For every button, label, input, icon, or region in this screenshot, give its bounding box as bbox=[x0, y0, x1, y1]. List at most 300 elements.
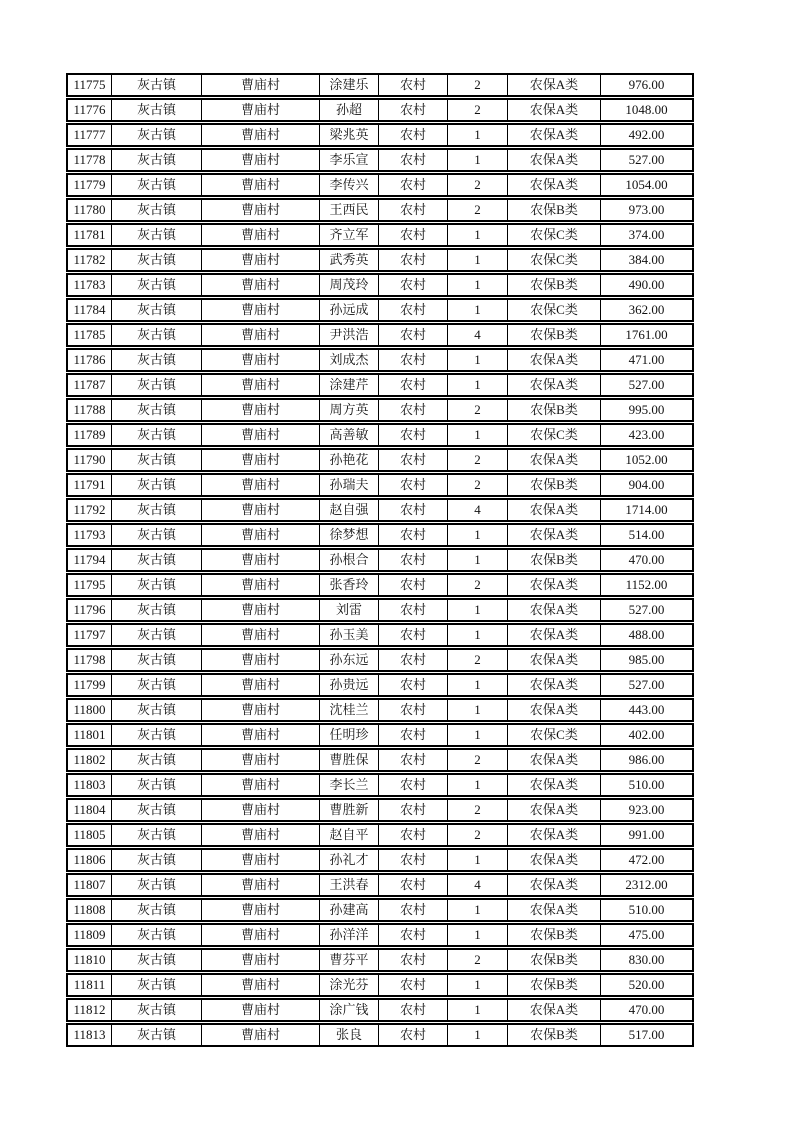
cell-serial-number: 11808 bbox=[68, 900, 112, 920]
cell-village: 曹庙村 bbox=[202, 750, 320, 770]
cell-insurance-class: 农保B类 bbox=[508, 925, 601, 945]
cell-person-name: 刘雷 bbox=[320, 600, 379, 620]
cell-insurance-class: 农保A类 bbox=[508, 675, 601, 695]
cell-town: 灰古镇 bbox=[112, 650, 202, 670]
cell-serial-number: 11789 bbox=[68, 425, 112, 445]
cell-person-name: 赵自强 bbox=[320, 500, 379, 520]
cell-person-name: 齐立军 bbox=[320, 225, 379, 245]
cell-person-name: 孙贵远 bbox=[320, 675, 379, 695]
cell-village: 曹庙村 bbox=[202, 425, 320, 445]
table-row bbox=[66, 648, 694, 672]
cell-person-name: 曹胜保 bbox=[320, 750, 379, 770]
table-row bbox=[66, 323, 694, 347]
cell-town: 灰古镇 bbox=[112, 475, 202, 495]
cell-village: 曹庙村 bbox=[202, 1000, 320, 1020]
cell-town: 灰古镇 bbox=[112, 700, 202, 720]
cell-category: 农村 bbox=[379, 200, 448, 220]
cell-category: 农村 bbox=[379, 100, 448, 120]
cell-town: 灰古镇 bbox=[112, 275, 202, 295]
cell-serial-number: 11806 bbox=[68, 850, 112, 870]
table-row bbox=[66, 373, 694, 397]
cell-village: 曹庙村 bbox=[202, 275, 320, 295]
cell-person-count: 2 bbox=[448, 575, 508, 595]
cell-village: 曹庙村 bbox=[202, 100, 320, 120]
cell-category: 农村 bbox=[379, 275, 448, 295]
cell-insurance-class: 农保A类 bbox=[508, 175, 601, 195]
cell-serial-number: 11782 bbox=[68, 250, 112, 270]
cell-insurance-class: 农保C类 bbox=[508, 725, 601, 745]
cell-amount: 510.00 bbox=[628, 777, 665, 792]
cell-village: 曹庙村 bbox=[202, 950, 320, 970]
cell-town: 灰古镇 bbox=[112, 625, 202, 645]
cell-insurance-class: 农保A类 bbox=[508, 125, 601, 145]
table-row bbox=[66, 73, 694, 97]
cell-serial-number: 11811 bbox=[68, 975, 112, 995]
cell-serial-number: 11784 bbox=[68, 300, 112, 320]
cell-town: 灰古镇 bbox=[112, 825, 202, 845]
cell-person-name: 李乐宣 bbox=[320, 150, 379, 170]
cell-category: 农村 bbox=[379, 875, 448, 895]
cell-insurance-class: 农保A类 bbox=[508, 825, 601, 845]
cell-town: 灰古镇 bbox=[112, 250, 202, 270]
cell-amount: 472.00 bbox=[628, 852, 665, 867]
cell-category: 农村 bbox=[379, 350, 448, 370]
cell-serial-number: 11807 bbox=[68, 875, 112, 895]
cell-insurance-class: 农保C类 bbox=[508, 425, 601, 445]
cell-serial-number: 11791 bbox=[68, 475, 112, 495]
cell-person-name: 赵自平 bbox=[320, 825, 379, 845]
cell-serial-number: 11793 bbox=[68, 525, 112, 545]
cell-amount: 362.00 bbox=[628, 302, 665, 317]
cell-serial-number: 11781 bbox=[68, 225, 112, 245]
cell-category: 农村 bbox=[379, 525, 448, 545]
cell-insurance-class: 农保A类 bbox=[508, 800, 601, 820]
cell-person-count: 1 bbox=[448, 225, 508, 245]
cell-person-count: 1 bbox=[448, 275, 508, 295]
cell-person-name: 涂广钱 bbox=[320, 1000, 379, 1020]
cell-village: 曹庙村 bbox=[202, 200, 320, 220]
cell-insurance-class: 农保A类 bbox=[508, 575, 601, 595]
cell-person-name: 孙玉美 bbox=[320, 625, 379, 645]
cell-town: 灰古镇 bbox=[112, 600, 202, 620]
cell-insurance-class: 农保B类 bbox=[508, 975, 601, 995]
cell-amount: 1052.00 bbox=[625, 452, 668, 467]
cell-serial-number: 11795 bbox=[68, 575, 112, 595]
table-row bbox=[66, 948, 694, 972]
cell-person-count: 1 bbox=[448, 425, 508, 445]
cell-serial-number: 11792 bbox=[68, 500, 112, 520]
cell-village: 曹庙村 bbox=[202, 600, 320, 620]
cell-village: 曹庙村 bbox=[202, 225, 320, 245]
cell-amount: 520.00 bbox=[628, 977, 665, 992]
cell-amount: 384.00 bbox=[628, 252, 665, 267]
cell-person-count: 1 bbox=[448, 1025, 508, 1045]
cell-serial-number: 11802 bbox=[68, 750, 112, 770]
cell-category: 农村 bbox=[379, 550, 448, 570]
cell-category: 农村 bbox=[379, 125, 448, 145]
cell-village: 曹庙村 bbox=[202, 900, 320, 920]
table-row bbox=[66, 798, 694, 822]
cell-insurance-class: 农保A类 bbox=[508, 500, 601, 520]
table-row bbox=[66, 773, 694, 797]
cell-serial-number: 11803 bbox=[68, 775, 112, 795]
cell-person-count: 2 bbox=[448, 400, 508, 420]
table-row bbox=[66, 698, 694, 722]
cell-category: 农村 bbox=[379, 950, 448, 970]
cell-insurance-class: 农保B类 bbox=[508, 325, 601, 345]
cell-category: 农村 bbox=[379, 450, 448, 470]
cell-amount: 514.00 bbox=[628, 527, 665, 542]
table-row bbox=[66, 223, 694, 247]
cell-village: 曹庙村 bbox=[202, 300, 320, 320]
cell-serial-number: 11777 bbox=[68, 125, 112, 145]
table-row bbox=[66, 723, 694, 747]
cell-person-name: 孙艳花 bbox=[320, 450, 379, 470]
cell-insurance-class: 农保B类 bbox=[508, 400, 601, 420]
cell-category: 农村 bbox=[379, 775, 448, 795]
cell-amount: 830.00 bbox=[628, 952, 665, 967]
table-row bbox=[66, 523, 694, 547]
table-row bbox=[66, 448, 694, 472]
cell-person-count: 1 bbox=[448, 550, 508, 570]
cell-village: 曹庙村 bbox=[202, 625, 320, 645]
cell-serial-number: 11801 bbox=[68, 725, 112, 745]
cell-person-count: 1 bbox=[448, 725, 508, 745]
cell-village: 曹庙村 bbox=[202, 450, 320, 470]
cell-insurance-class: 农保C类 bbox=[508, 300, 601, 320]
cell-amount: 2312.00 bbox=[625, 877, 668, 892]
cell-person-name: 孙远成 bbox=[320, 300, 379, 320]
cell-insurance-class: 农保B类 bbox=[508, 950, 601, 970]
cell-person-count: 2 bbox=[448, 200, 508, 220]
cell-person-name: 王西民 bbox=[320, 200, 379, 220]
cell-amount: 1761.00 bbox=[625, 327, 668, 342]
cell-town: 灰古镇 bbox=[112, 100, 202, 120]
cell-person-count: 2 bbox=[448, 75, 508, 95]
cell-amount: 443.00 bbox=[628, 702, 665, 717]
cell-insurance-class: 农保C类 bbox=[508, 250, 601, 270]
table-row bbox=[66, 873, 694, 897]
cell-amount: 991.00 bbox=[628, 827, 665, 842]
cell-insurance-class: 农保A类 bbox=[508, 625, 601, 645]
cell-village: 曹庙村 bbox=[202, 575, 320, 595]
cell-serial-number: 11790 bbox=[68, 450, 112, 470]
cell-category: 农村 bbox=[379, 425, 448, 445]
cell-category: 农村 bbox=[379, 700, 448, 720]
cell-category: 农村 bbox=[379, 725, 448, 745]
table-row bbox=[66, 98, 694, 122]
cell-person-name: 刘成杰 bbox=[320, 350, 379, 370]
cell-category: 农村 bbox=[379, 475, 448, 495]
cell-insurance-class: 农保A类 bbox=[508, 650, 601, 670]
cell-serial-number: 11778 bbox=[68, 150, 112, 170]
table-row bbox=[66, 548, 694, 572]
cell-person-name: 徐梦想 bbox=[320, 525, 379, 545]
cell-person-name: 周茂玲 bbox=[320, 275, 379, 295]
table-row bbox=[66, 498, 694, 522]
cell-insurance-class: 农保C类 bbox=[508, 225, 601, 245]
cell-village: 曹庙村 bbox=[202, 250, 320, 270]
cell-amount: 527.00 bbox=[628, 602, 665, 617]
cell-insurance-class: 农保A类 bbox=[508, 750, 601, 770]
cell-town: 灰古镇 bbox=[112, 550, 202, 570]
cell-person-count: 4 bbox=[448, 325, 508, 345]
cell-amount: 470.00 bbox=[628, 1002, 665, 1017]
cell-insurance-class: 农保B类 bbox=[508, 1025, 601, 1045]
cell-serial-number: 11797 bbox=[68, 625, 112, 645]
cell-insurance-class: 农保A类 bbox=[508, 525, 601, 545]
cell-insurance-class: 农保A类 bbox=[508, 150, 601, 170]
cell-town: 灰古镇 bbox=[112, 875, 202, 895]
cell-person-name: 孙根合 bbox=[320, 550, 379, 570]
cell-village: 曹庙村 bbox=[202, 75, 320, 95]
cell-insurance-class: 农保A类 bbox=[508, 900, 601, 920]
cell-person-count: 1 bbox=[448, 1000, 508, 1020]
cell-person-count: 1 bbox=[448, 600, 508, 620]
cell-insurance-class: 农保B类 bbox=[508, 550, 601, 570]
table-row bbox=[66, 123, 694, 147]
cell-town: 灰古镇 bbox=[112, 400, 202, 420]
cell-town: 灰古镇 bbox=[112, 725, 202, 745]
cell-serial-number: 11813 bbox=[68, 1025, 112, 1045]
table-row bbox=[66, 848, 694, 872]
cell-village: 曹庙村 bbox=[202, 350, 320, 370]
table-row bbox=[66, 673, 694, 697]
cell-town: 灰古镇 bbox=[112, 325, 202, 345]
cell-insurance-class: 农保A类 bbox=[508, 1000, 601, 1020]
cell-person-name: 孙超 bbox=[320, 100, 379, 120]
cell-village: 曹庙村 bbox=[202, 550, 320, 570]
cell-category: 农村 bbox=[379, 250, 448, 270]
cell-person-count: 1 bbox=[448, 625, 508, 645]
cell-village: 曹庙村 bbox=[202, 125, 320, 145]
cell-person-name: 曹胜新 bbox=[320, 800, 379, 820]
cell-serial-number: 11786 bbox=[68, 350, 112, 370]
cell-person-name: 李传兴 bbox=[320, 175, 379, 195]
cell-person-count: 1 bbox=[448, 150, 508, 170]
cell-person-name: 周方英 bbox=[320, 400, 379, 420]
cell-category: 农村 bbox=[379, 150, 448, 170]
cell-insurance-class: 农保A类 bbox=[508, 75, 601, 95]
cell-serial-number: 11796 bbox=[68, 600, 112, 620]
cell-person-name: 武秀英 bbox=[320, 250, 379, 270]
cell-category: 农村 bbox=[379, 375, 448, 395]
table-row bbox=[66, 423, 694, 447]
table-row bbox=[66, 273, 694, 297]
cell-town: 灰古镇 bbox=[112, 675, 202, 695]
cell-amount: 510.00 bbox=[628, 902, 665, 917]
cell-village: 曹庙村 bbox=[202, 525, 320, 545]
cell-amount: 1152.00 bbox=[625, 577, 668, 592]
cell-person-name: 尹洪浩 bbox=[320, 325, 379, 345]
table-row bbox=[66, 173, 694, 197]
cell-village: 曹庙村 bbox=[202, 825, 320, 845]
cell-town: 灰古镇 bbox=[112, 925, 202, 945]
cell-insurance-class: 农保A类 bbox=[508, 350, 601, 370]
cell-town: 灰古镇 bbox=[112, 350, 202, 370]
cell-person-count: 1 bbox=[448, 900, 508, 920]
cell-amount: 490.00 bbox=[628, 277, 665, 292]
table-row bbox=[66, 198, 694, 222]
cell-amount: 1048.00 bbox=[625, 102, 668, 117]
cell-amount: 374.00 bbox=[628, 227, 665, 242]
cell-town: 灰古镇 bbox=[112, 175, 202, 195]
cell-category: 农村 bbox=[379, 225, 448, 245]
cell-serial-number: 11809 bbox=[68, 925, 112, 945]
cell-person-count: 1 bbox=[448, 300, 508, 320]
table-row bbox=[66, 598, 694, 622]
cell-serial-number: 11799 bbox=[68, 675, 112, 695]
cell-category: 农村 bbox=[379, 75, 448, 95]
cell-village: 曹庙村 bbox=[202, 1025, 320, 1045]
cell-amount: 976.00 bbox=[628, 77, 665, 92]
cell-village: 曹庙村 bbox=[202, 475, 320, 495]
cell-category: 农村 bbox=[379, 650, 448, 670]
cell-category: 农村 bbox=[379, 825, 448, 845]
cell-category: 农村 bbox=[379, 850, 448, 870]
table-row bbox=[66, 348, 694, 372]
cell-serial-number: 11812 bbox=[68, 1000, 112, 1020]
cell-amount: 470.00 bbox=[628, 552, 665, 567]
cell-serial-number: 11780 bbox=[68, 200, 112, 220]
cell-serial-number: 11794 bbox=[68, 550, 112, 570]
cell-amount: 986.00 bbox=[628, 752, 665, 767]
table-row bbox=[66, 898, 694, 922]
cell-town: 灰古镇 bbox=[112, 525, 202, 545]
cell-amount: 402.00 bbox=[628, 727, 665, 742]
cell-person-name: 孙东远 bbox=[320, 650, 379, 670]
table-row bbox=[66, 248, 694, 272]
cell-village: 曹庙村 bbox=[202, 725, 320, 745]
cell-person-name: 张香玲 bbox=[320, 575, 379, 595]
cell-person-count: 2 bbox=[448, 475, 508, 495]
cell-amount: 488.00 bbox=[628, 627, 665, 642]
table-row bbox=[66, 823, 694, 847]
cell-amount: 973.00 bbox=[628, 202, 665, 217]
cell-person-count: 1 bbox=[448, 125, 508, 145]
cell-village: 曹庙村 bbox=[202, 325, 320, 345]
cell-town: 灰古镇 bbox=[112, 975, 202, 995]
cell-amount: 923.00 bbox=[628, 802, 665, 817]
cell-insurance-class: 农保B类 bbox=[508, 475, 601, 495]
cell-category: 农村 bbox=[379, 400, 448, 420]
cell-person-count: 1 bbox=[448, 975, 508, 995]
cell-insurance-class: 农保A类 bbox=[508, 375, 601, 395]
cell-serial-number: 11805 bbox=[68, 825, 112, 845]
cell-town: 灰古镇 bbox=[112, 150, 202, 170]
cell-person-name: 任明珍 bbox=[320, 725, 379, 745]
table-row bbox=[66, 573, 694, 597]
cell-insurance-class: 农保A类 bbox=[508, 700, 601, 720]
cell-amount: 527.00 bbox=[628, 377, 665, 392]
cell-town: 灰古镇 bbox=[112, 950, 202, 970]
cell-category: 农村 bbox=[379, 675, 448, 695]
table-row bbox=[66, 923, 694, 947]
cell-category: 农村 bbox=[379, 1000, 448, 1020]
cell-amount: 1054.00 bbox=[625, 177, 668, 192]
cell-village: 曹庙村 bbox=[202, 675, 320, 695]
cell-person-name: 孙瑞夫 bbox=[320, 475, 379, 495]
cell-person-name: 孙礼才 bbox=[320, 850, 379, 870]
table-row bbox=[66, 973, 694, 997]
cell-town: 灰古镇 bbox=[112, 850, 202, 870]
cell-village: 曹庙村 bbox=[202, 400, 320, 420]
cell-town: 灰古镇 bbox=[112, 900, 202, 920]
cell-category: 农村 bbox=[379, 175, 448, 195]
cell-amount: 423.00 bbox=[628, 427, 665, 442]
cell-category: 农村 bbox=[379, 1025, 448, 1045]
cell-category: 农村 bbox=[379, 600, 448, 620]
cell-town: 灰古镇 bbox=[112, 500, 202, 520]
cell-amount: 995.00 bbox=[628, 402, 665, 417]
cell-amount: 475.00 bbox=[628, 927, 665, 942]
cell-category: 农村 bbox=[379, 925, 448, 945]
cell-person-name: 高善敏 bbox=[320, 425, 379, 445]
cell-village: 曹庙村 bbox=[202, 925, 320, 945]
cell-person-name: 涂建乐 bbox=[320, 75, 379, 95]
cell-serial-number: 11798 bbox=[68, 650, 112, 670]
cell-person-name: 孙建高 bbox=[320, 900, 379, 920]
cell-insurance-class: 农保A类 bbox=[508, 850, 601, 870]
cell-person-name: 孙洋洋 bbox=[320, 925, 379, 945]
table-row bbox=[66, 748, 694, 772]
cell-serial-number: 11787 bbox=[68, 375, 112, 395]
cell-serial-number: 11783 bbox=[68, 275, 112, 295]
cell-insurance-class: 农保A类 bbox=[508, 775, 601, 795]
cell-serial-number: 11785 bbox=[68, 325, 112, 345]
cell-insurance-class: 农保B类 bbox=[508, 275, 601, 295]
cell-amount: 492.00 bbox=[628, 127, 665, 142]
cell-person-name: 沈桂兰 bbox=[320, 700, 379, 720]
cell-amount: 517.00 bbox=[628, 1027, 665, 1042]
cell-town: 灰古镇 bbox=[112, 800, 202, 820]
cell-serial-number: 11776 bbox=[68, 100, 112, 120]
cell-person-count: 1 bbox=[448, 775, 508, 795]
cell-town: 灰古镇 bbox=[112, 1025, 202, 1045]
cell-person-count: 2 bbox=[448, 100, 508, 120]
cell-amount: 527.00 bbox=[628, 677, 665, 692]
table-row bbox=[66, 298, 694, 322]
cell-town: 灰古镇 bbox=[112, 125, 202, 145]
cell-village: 曹庙村 bbox=[202, 975, 320, 995]
cell-person-count: 1 bbox=[448, 675, 508, 695]
cell-person-count: 1 bbox=[448, 375, 508, 395]
cell-amount: 471.00 bbox=[628, 352, 665, 367]
cell-town: 灰古镇 bbox=[112, 1000, 202, 1020]
cell-person-count: 4 bbox=[448, 500, 508, 520]
table-row bbox=[66, 148, 694, 172]
cell-person-count: 2 bbox=[448, 450, 508, 470]
cell-serial-number: 11800 bbox=[68, 700, 112, 720]
cell-category: 农村 bbox=[379, 575, 448, 595]
cell-town: 灰古镇 bbox=[112, 575, 202, 595]
cell-town: 灰古镇 bbox=[112, 425, 202, 445]
cell-insurance-class: 农保A类 bbox=[508, 875, 601, 895]
cell-insurance-class: 农保A类 bbox=[508, 100, 601, 120]
cell-town: 灰古镇 bbox=[112, 200, 202, 220]
cell-village: 曹庙村 bbox=[202, 375, 320, 395]
cell-person-name: 涂光芬 bbox=[320, 975, 379, 995]
cell-person-name: 李长兰 bbox=[320, 775, 379, 795]
table-row bbox=[66, 623, 694, 647]
table-row bbox=[66, 1023, 694, 1047]
cell-town: 灰古镇 bbox=[112, 225, 202, 245]
insurance-roster-table bbox=[66, 73, 694, 1048]
cell-village: 曹庙村 bbox=[202, 800, 320, 820]
cell-person-name: 曹芬平 bbox=[320, 950, 379, 970]
cell-person-count: 2 bbox=[448, 825, 508, 845]
cell-category: 农村 bbox=[379, 500, 448, 520]
